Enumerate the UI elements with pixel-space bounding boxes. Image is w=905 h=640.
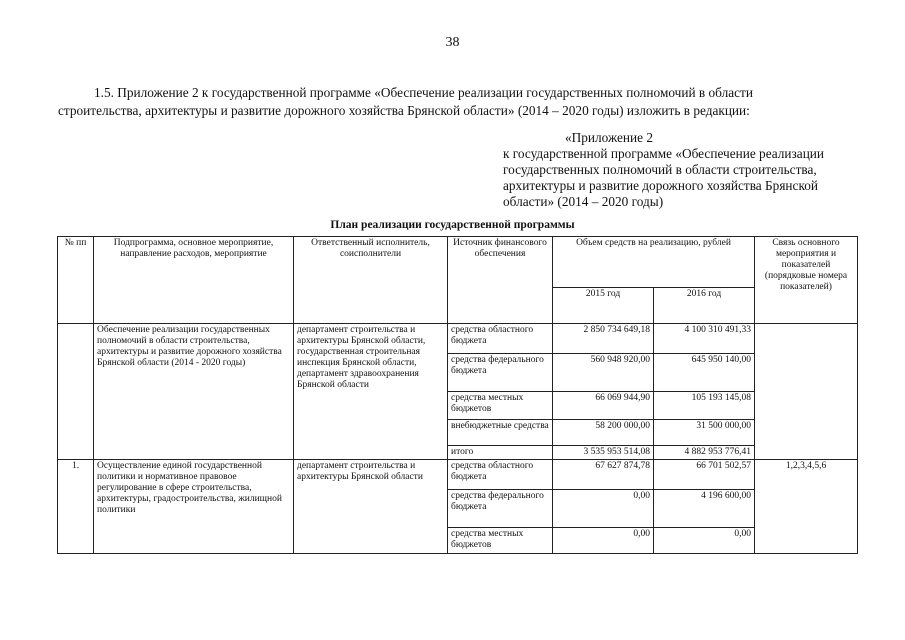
row-link: 1,2,3,4,5,6 [755, 460, 858, 554]
row-subprogram: Осуществление единой государственной политики и нормативное правовое регулирование в сфере строительства, архитектуры, градостроительства, жилищной политики [94, 460, 294, 554]
row-value-2015: 560 948 920,00 [553, 354, 654, 392]
appendix-line-1: к государственной программе «Обеспечение реализации [503, 146, 825, 161]
appendix-title: «Приложение 2 [565, 130, 653, 145]
row-source: средства областного бюджета [448, 324, 553, 354]
intro-line-1: 1.5. Приложение 2 к государственной программе «Обеспечение реализации государственных полномочий в области [94, 85, 753, 100]
row-value-2016: 4 196 600,00 [654, 490, 755, 528]
row-value-2016: 66 701 502,57 [654, 460, 755, 490]
row-value-2015: 67 627 874,78 [553, 460, 654, 490]
appendix-line-4: области» (2014 – 2020 годы) [503, 194, 664, 209]
header-year-2016: 2016 год [654, 288, 755, 324]
intro-line-2: строительства, архитектуры и развитие дорожного хозяйства Брянской области» (2014 – 2020 годы) изложить в редакции: [58, 103, 750, 118]
row-value-2015: 66 069 944,90 [553, 392, 654, 420]
row-link [755, 324, 858, 460]
row-source: средства местных бюджетов [448, 392, 553, 420]
plan-table [57, 236, 858, 554]
row-value-2016: 645 950 140,00 [654, 354, 755, 392]
row-total-2016: 4 882 953 776,41 [654, 446, 755, 460]
row-source-total: итого [448, 446, 553, 460]
row-source: средства федерального бюджета [448, 354, 553, 392]
table-row [58, 324, 858, 354]
page-number: 38 [445, 35, 460, 50]
appendix-line-3: архитектуры и развитие дорожного хозяйства Брянской [503, 178, 819, 193]
row-num: 1. [58, 460, 94, 554]
header-subprogram: Подпрограмма, основное мероприятие, направление расходов, мероприятие [94, 237, 294, 324]
header-num: № пп [58, 237, 94, 324]
row-value-2016: 105 193 145,08 [654, 392, 755, 420]
row-value-2016: 31 500 000,00 [654, 420, 755, 446]
row-subprogram: Обеспечение реализации государственных полномочий в области строительства, архитектуры и развитие дорожного хозяйства Брянской области (2014 - 2020 годы) [94, 324, 294, 460]
appendix-header [503, 130, 863, 210]
row-value-2015: 0,00 [553, 528, 654, 554]
appendix-line-2: государственных полномочий в области строительства, [503, 162, 817, 177]
row-source: средства областного бюджета [448, 460, 553, 490]
intro-paragraph [58, 84, 864, 120]
table-row [58, 460, 858, 490]
row-source: средства местных бюджетов [448, 528, 553, 554]
header-volume: Объем средств на реализацию, рублей [553, 237, 755, 288]
plan-title: План реализации государственной программы [330, 219, 575, 231]
row-value-2015: 2 850 734 649,18 [553, 324, 654, 354]
header-source: Источник финансового обеспечения [448, 237, 553, 324]
row-num [58, 324, 94, 460]
header-year-2015: 2015 год [553, 288, 654, 324]
row-value-2015: 0,00 [553, 490, 654, 528]
header-executor: Ответственный исполнитель, соисполнители [294, 237, 448, 324]
row-value-2016: 4 100 310 491,33 [654, 324, 755, 354]
row-source: внебюджетные средства [448, 420, 553, 446]
header-link: Связь основного мероприятия и показателей (порядковые номера показателей) [755, 237, 858, 324]
row-total-2015: 3 535 953 514,08 [553, 446, 654, 460]
row-executor: департамент строительства и архитектуры Брянской области, государственная строительная инспекция Брянской области, департамент здравоохранения Брянской области [294, 324, 448, 460]
row-executor: департамент строительства и архитектуры Брянской области [294, 460, 448, 554]
row-value-2016: 0,00 [654, 528, 755, 554]
row-value-2015: 58 200 000,00 [553, 420, 654, 446]
row-source: средства федерального бюджета [448, 490, 553, 528]
